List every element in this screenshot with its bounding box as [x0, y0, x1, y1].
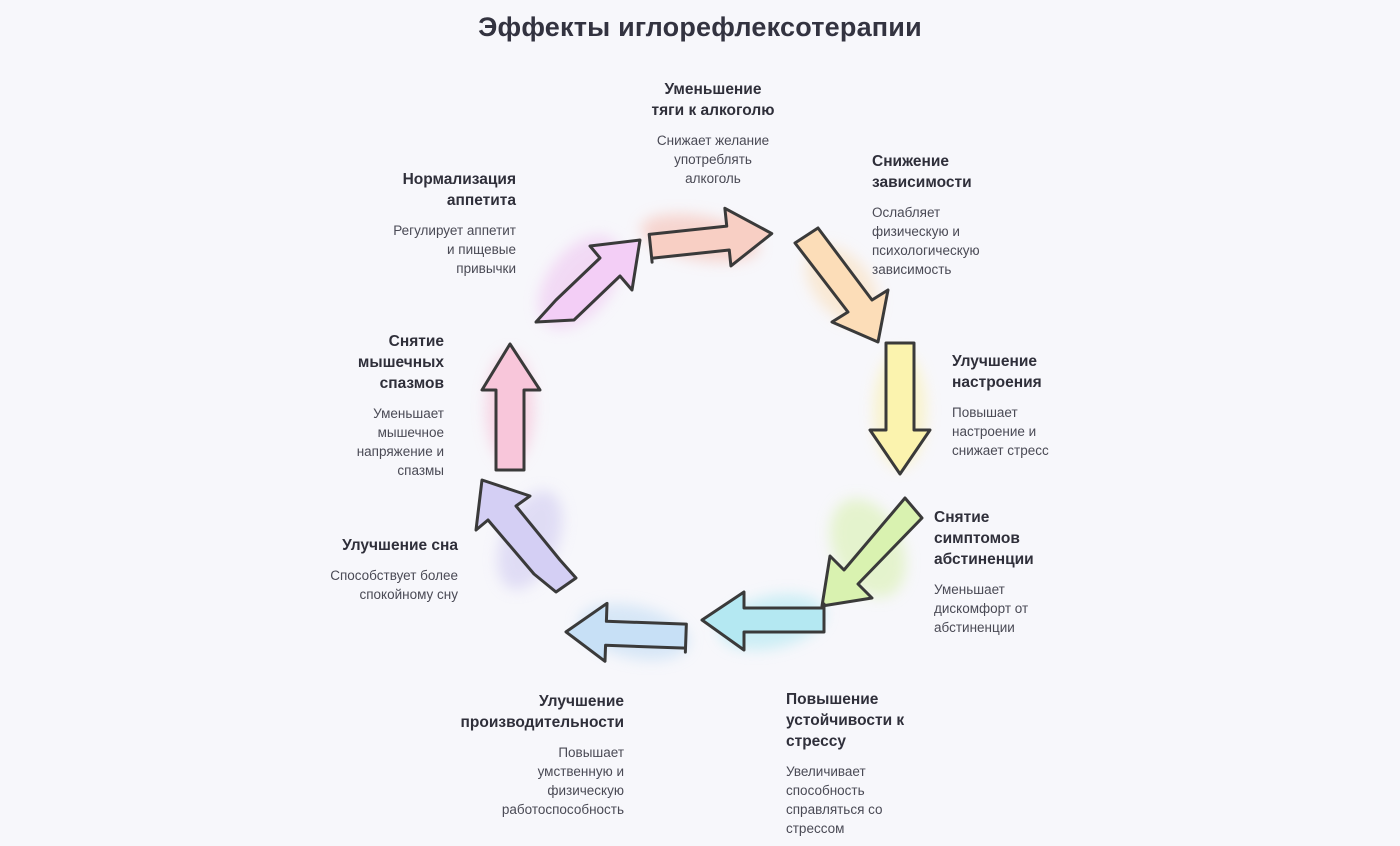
- node-description: Уменьшает мышечное напряжение и спазмы: [356, 405, 444, 479]
- node-title: Повышение устойчивости к стрессу: [786, 691, 905, 750]
- node-description: Повышает умственную и физическую работоспособность: [501, 744, 624, 818]
- node-description: Повышает настроение и снижает стресс: [952, 404, 1049, 459]
- node-description: Увеличивает способность справляться со стрессом: [786, 763, 883, 837]
- node-improve-mood[interactable]: [952, 352, 1132, 460]
- node-title: Уменьшение тяги к алкоголю: [651, 81, 775, 119]
- node-relieve-muscle-spasms[interactable]: [326, 332, 444, 480]
- node-normalize-appetite[interactable]: [344, 170, 516, 278]
- node-title: Улучшение настроения: [952, 353, 1042, 391]
- node-title: Улучшение сна: [342, 537, 458, 554]
- node-title: Улучшение производительности: [460, 693, 624, 731]
- page-title: Эффекты иглорефлексотерапии: [478, 12, 922, 42]
- node-reduce-dependence[interactable]: [872, 152, 1052, 279]
- node-description: Снижает желание употреблять алкоголь: [656, 132, 770, 187]
- node-description: Ослабляет физическую и психологическую зависимость: [872, 204, 980, 278]
- node-title: Снижение зависимости: [872, 153, 972, 191]
- node-relieve-withdrawal[interactable]: [934, 508, 1114, 637]
- node-title: Снятие мышечных спазмов: [357, 333, 444, 392]
- node-stress-resilience[interactable]: [786, 690, 966, 838]
- node-description: Способствует более спокойному сну: [330, 567, 458, 603]
- node-improve-performance[interactable]: [434, 692, 624, 819]
- node-improve-sleep[interactable]: [294, 536, 458, 604]
- node-reduce-alcohol-craving[interactable]: [618, 80, 808, 188]
- node-description: Регулирует аппетит и пищевые привычки: [393, 222, 516, 277]
- node-title: Снятие симптомов абстиненции: [934, 509, 1034, 568]
- node-description: Уменьшает дискомфорт от абстиненции: [934, 581, 1029, 636]
- node-title: Нормализация аппетита: [402, 171, 516, 209]
